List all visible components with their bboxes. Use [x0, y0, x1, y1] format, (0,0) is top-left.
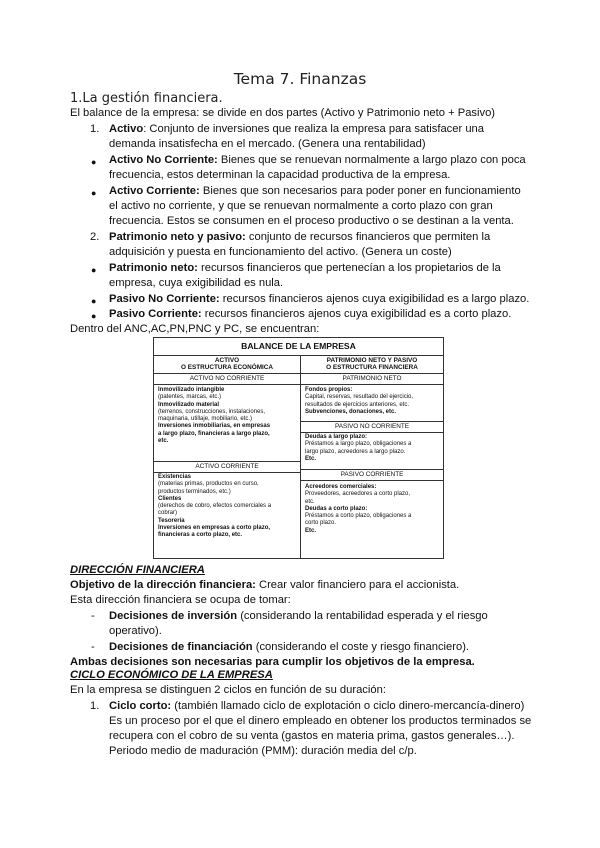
pn-line-2: empresa, cuya exigibilidad es nula.	[109, 277, 284, 289]
pn-row: resultados de ejercicios anteriores, etc.	[305, 401, 410, 408]
pnp-line-2: adquisición y puesta en funcionamiento del activo. (Genera un coste)	[109, 246, 452, 258]
pnc-block	[305, 434, 411, 463]
ac-term: Activo Corriente:	[109, 185, 200, 197]
ac-row: (derechos de cobro, efectos comerciales a	[158, 503, 272, 510]
anc-row: Inmovilizado material	[158, 401, 220, 408]
dec-inv-line-1	[109, 609, 488, 624]
page-title: Tema 7. Finanzas	[233, 70, 367, 88]
ciclo-corto-line-3: recupera con el cobro de su venta (gastos en materia prima, gastos generales…).	[109, 730, 515, 742]
pn-text: recursos financieros que pertenecían a los propietarios de la	[197, 262, 501, 274]
ciclo-corto-line-2: Es un proceso por el que el dinero empleado en obtener los productos terminados se	[109, 715, 532, 727]
activo-term: Activo	[109, 123, 144, 135]
pn-row: Fondos propios:	[305, 387, 353, 393]
dec-fin-text: (considerando el coste y riesgo financiero).	[252, 641, 470, 653]
ac-line-1	[109, 184, 521, 199]
anc-row: maquinaria, utillaje, mobiliario, etc.)	[158, 416, 253, 423]
anc-text: Bienes que se renuevan normalmente a largo plazo con poca	[217, 154, 526, 166]
pc-row: Proveedores, acreedores a corto plazo,	[305, 491, 411, 498]
pc-term: Pasivo Corriente:	[109, 308, 202, 320]
ambas-line: Ambas decisiones son necesarias para cumplir los objetivos de la empresa.	[70, 656, 475, 668]
ac-row: financieras a corto plazo, etc.	[158, 532, 243, 539]
pnc-row: Préstamos a largo plazo, obligaciones a	[305, 441, 412, 448]
bullet-icon: ●	[91, 188, 97, 198]
activo-header-1: ACTIVO	[214, 357, 240, 364]
ac-row: (materias primas, productos en curso,	[158, 481, 259, 488]
pnc-text: recursos financieros ajenos cuya exigibilidad es a largo plazo.	[219, 293, 530, 305]
objetivo-term: Objetivo de la dirección financiera:	[70, 579, 256, 591]
dash-marker: -	[91, 641, 95, 653]
objetivo-line	[70, 578, 459, 593]
ac-block	[158, 474, 271, 540]
pnc-row: largo plazo, acreedores a largo plazo.	[305, 448, 406, 455]
bullet-icon: ●	[91, 311, 97, 321]
anc-term: Activo No Corriente:	[109, 154, 218, 166]
anc-row: (patentes, marcas, etc.)	[158, 394, 222, 401]
pc-row: Deudas a corto plazo:	[305, 505, 368, 512]
objetivo-text: Crear valor financiero para el accionista.	[255, 579, 460, 591]
intro-line: El balance de la empresa: se divide en dos partes (Activo y Patrimonio neto + Pasivo)	[70, 107, 496, 119]
anc-row: etc.	[158, 438, 169, 445]
section-title: 1.La gestión financiera.	[70, 91, 223, 106]
pasivo-header	[301, 357, 443, 372]
pnc-band: PASIVO NO CORRIENTE	[301, 421, 443, 433]
ac-row: Clientes	[158, 495, 182, 502]
dec-fin-line	[109, 640, 469, 655]
anc-row: Inversiones inmobiliarias, en empresas	[158, 423, 271, 430]
dash-marker: -	[91, 610, 95, 622]
pc-row: etc.	[305, 498, 315, 505]
ciclos-intro: En la empresa se distinguen 2 ciclos en función de su duración:	[70, 684, 386, 696]
pn-line-1	[109, 261, 501, 276]
pnc-row: Deudas a largo plazo:	[305, 434, 368, 440]
pnp-term: Patrimonio neto y pasivo:	[109, 231, 246, 243]
pc-block	[305, 484, 411, 535]
anc-row: (terrenos, construcciones, instalaciones,	[158, 408, 266, 415]
dec-inv-text: (considerando la rentabilidad esperada y el riesgo	[237, 610, 488, 622]
ac-row: Tesorería	[158, 517, 185, 524]
ocupa-line: Esta dirección financiera se ocupa de tomar:	[70, 594, 291, 606]
pn-term: Patrimonio neto:	[109, 262, 198, 274]
pc-band: PASIVO CORRIENTE	[301, 469, 443, 481]
ac-band: ACTIVO CORRIENTE	[154, 461, 300, 473]
pnc-line	[109, 292, 529, 307]
dec-inv-line-2: operativo).	[109, 625, 162, 637]
ac-line-3: frecuencia. Estos se consumen en el proceso productivo o se destinan a la venta.	[109, 215, 514, 227]
pc-row: corto plazo.	[305, 520, 337, 527]
within-line: Dentro del ANC,AC,PN,PNC y PC, se encuentran:	[70, 323, 320, 335]
balance-table	[153, 337, 444, 559]
ac-line-2: el activo no corriente, y que se renuevan normalmente a corto plazo con gran	[109, 200, 493, 212]
direccion-heading: DIRECCIÓN FINANCIERA	[70, 564, 205, 576]
bullet-icon: ●	[91, 157, 97, 167]
anc-row: a largo plazo, financieras a largo plazo,	[158, 430, 270, 437]
activo-header-2: O ESTRUCTURA ECONÓMICA	[180, 364, 274, 372]
ac-row: productos terminados, etc.)	[158, 488, 231, 495]
dec-fin-term: Decisiones de financiación	[109, 641, 253, 653]
item-number: 2.	[90, 231, 100, 243]
ciclo-corto-line-1	[109, 699, 524, 714]
ac-text: Bienes que son necesarios para poder poner en funcionamiento	[199, 185, 521, 197]
dec-inv-term: Decisiones de inversión	[109, 610, 238, 622]
pc-text: recursos financieros ajenos cuya exigibilidad es a corto plazo.	[201, 308, 512, 320]
item-number: 1.	[90, 700, 100, 712]
pn-row: Subvenciones, donaciones, etc.	[305, 408, 397, 415]
anc-band: ACTIVO NO CORRIENTE	[154, 373, 300, 385]
anc-row: Inmovilizado intangible	[158, 387, 225, 393]
anc-block	[158, 387, 270, 445]
ciclo-corto-line-4: Periodo medio de maduración (PMM): duración media del c/p.	[109, 745, 417, 757]
activo-header	[154, 357, 300, 372]
pc-row: Acreedores comerciales:	[305, 484, 377, 490]
activo-line-2: demanda insatisfecha en el mercado. (Genera una rentabilidad)	[109, 138, 426, 150]
pc-row: Préstamos a corto plazo, obligaciones a	[305, 513, 412, 520]
ac-row: Existencias	[158, 474, 192, 480]
pasivo-header-2: O ESTRUCTURA FINANCIERA	[326, 364, 418, 372]
pn-band: PATRIMONIO NETO	[301, 373, 443, 385]
pc-line	[109, 307, 511, 322]
ciclo-corto-text: (también llamado ciclo de explotación o ciclo dinero-mercancía-dinero)	[171, 700, 525, 712]
activo-line-1	[109, 122, 484, 137]
item-number: 1.	[90, 123, 100, 135]
pnc-row: Etc.	[305, 455, 317, 462]
pnp-text: conjunto de recursos financieros que permiten la	[245, 231, 491, 243]
pnc-term: Pasivo No Corriente:	[109, 293, 220, 305]
ciclo-heading: CICLO ECONÓMICO DE LA EMPRESA	[70, 669, 273, 681]
pn-row: Capital, reservas, resultado del ejercicio,	[305, 394, 414, 401]
ac-row: Inversiones en empresas a corto plazo,	[158, 525, 271, 532]
pnp-line-1	[109, 230, 490, 245]
pasivo-header-1: PATRIMONIO NETO Y PASIVO	[326, 357, 418, 364]
activo-text: : Conjunto de inversiones que realiza la empresa para satisfacer una	[143, 123, 484, 135]
bullet-icon: ●	[91, 296, 97, 306]
table-divider	[300, 355, 301, 558]
ciclo-corto-term: Ciclo corto:	[109, 700, 172, 712]
ac-row: cobrar)	[158, 510, 178, 517]
anc-line-1	[109, 153, 526, 168]
pc-row: Etc.	[305, 527, 317, 534]
anc-line-2: frecuencia, estos determinan la capacidad productiva de la empresa.	[109, 169, 451, 181]
table-title: BALANCE DE LA EMPRESA	[154, 338, 443, 356]
bullet-icon: ●	[91, 265, 97, 275]
pn-block	[305, 387, 413, 416]
